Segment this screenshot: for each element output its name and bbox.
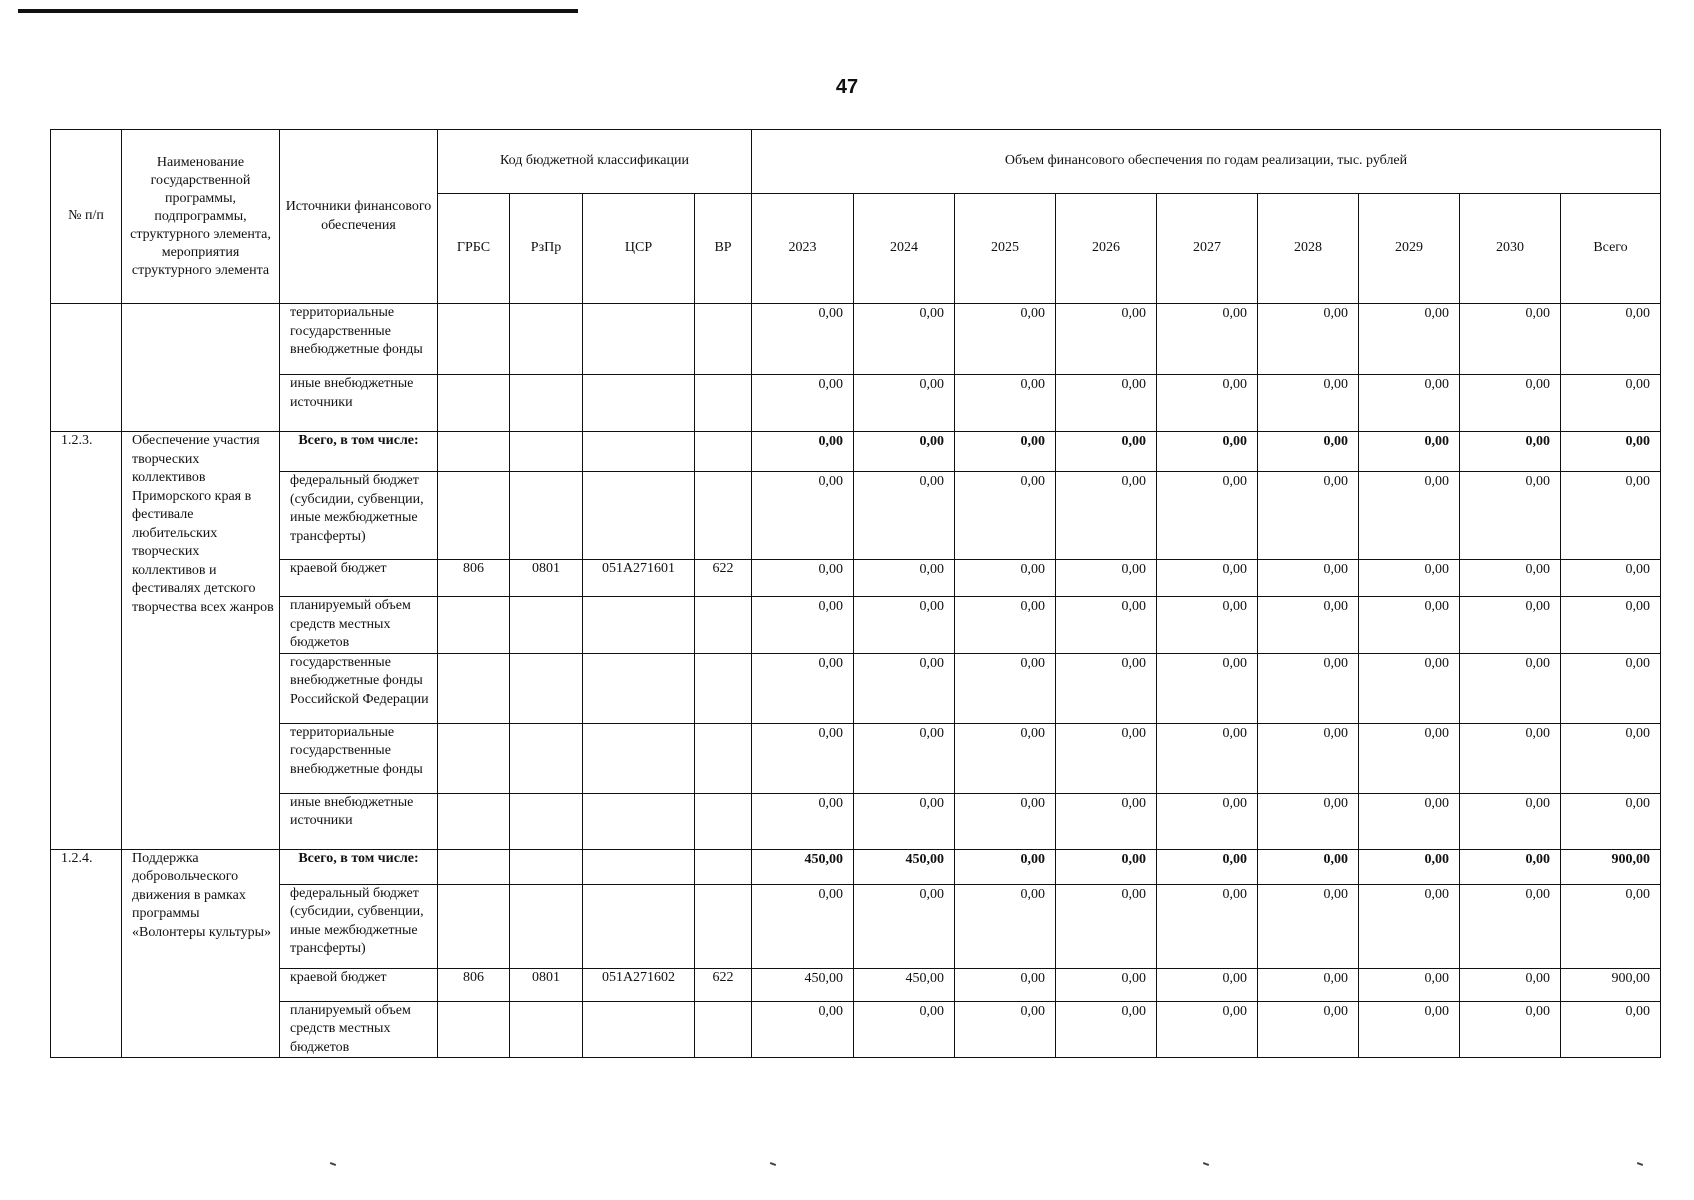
scan-mark xyxy=(330,1162,336,1166)
value-cell: 0,00 xyxy=(752,375,854,432)
value-cell: 0,00 xyxy=(1460,968,1561,1001)
code-cell-csr xyxy=(583,1001,695,1058)
table-row xyxy=(51,653,1661,723)
value-cell: 0,00 xyxy=(1359,884,1460,968)
source-cell: иные внебюджетные источники xyxy=(280,375,438,432)
source-cell: федеральный бюджет (субсидии, субвенции, иные межбюджетные трансферты) xyxy=(280,472,438,560)
table-row xyxy=(51,1001,1661,1058)
code-cell-rzpr xyxy=(510,597,583,654)
source-cell: краевой бюджет xyxy=(280,968,438,1001)
value-cell: 0,00 xyxy=(854,793,955,849)
code-cell-csr: 051А271601 xyxy=(583,560,695,597)
value-cell: 0,00 xyxy=(1460,849,1561,884)
value-cell: 0,00 xyxy=(1460,472,1561,560)
source-cell: Всего, в том числе: xyxy=(280,849,438,884)
value-cell: 0,00 xyxy=(1157,597,1258,654)
value-cell: 0,00 xyxy=(955,723,1056,793)
value-cell: 0,00 xyxy=(752,793,854,849)
value-cell: 450,00 xyxy=(752,849,854,884)
header-sources: Источники финансового обеспечения xyxy=(280,130,438,304)
code-cell-csr: 051А271602 xyxy=(583,968,695,1001)
total-cell: 0,00 xyxy=(1561,472,1661,560)
value-cell: 0,00 xyxy=(955,793,1056,849)
code-cell-grbs: 806 xyxy=(438,560,510,597)
value-cell: 0,00 xyxy=(854,1001,955,1058)
value-cell: 0,00 xyxy=(854,472,955,560)
code-cell-csr xyxy=(583,375,695,432)
value-cell: 0,00 xyxy=(955,304,1056,375)
item-name: Обеспечение участия творческих коллективов Приморского края в фестивале любительских творческих коллективов и фестивалях детского творчества всех жанров xyxy=(122,432,280,850)
value-cell: 0,00 xyxy=(1258,849,1359,884)
value-cell: 0,00 xyxy=(955,560,1056,597)
value-cell: 0,00 xyxy=(1359,653,1460,723)
code-cell-rzpr xyxy=(510,375,583,432)
code-cell-rzpr xyxy=(510,1001,583,1058)
header-code-csr: ЦСР xyxy=(583,194,695,304)
value-cell: 0,00 xyxy=(854,597,955,654)
value-cell: 0,00 xyxy=(1157,653,1258,723)
budget-table xyxy=(50,129,1661,1058)
value-cell: 0,00 xyxy=(1359,968,1460,1001)
value-cell: 0,00 xyxy=(1157,432,1258,472)
code-cell-grbs xyxy=(438,884,510,968)
value-cell: 450,00 xyxy=(752,968,854,1001)
value-cell: 0,00 xyxy=(1258,597,1359,654)
header-year: 2027 xyxy=(1157,194,1258,304)
total-cell: 0,00 xyxy=(1561,723,1661,793)
header-year: 2029 xyxy=(1359,194,1460,304)
value-cell: 0,00 xyxy=(1258,653,1359,723)
value-cell: 0,00 xyxy=(955,884,1056,968)
value-cell: 0,00 xyxy=(1460,723,1561,793)
value-cell: 0,00 xyxy=(1056,1001,1157,1058)
value-cell: 0,00 xyxy=(1157,968,1258,1001)
total-cell: 0,00 xyxy=(1561,432,1661,472)
code-cell-vr xyxy=(695,597,752,654)
value-cell: 0,00 xyxy=(752,1001,854,1058)
code-cell-grbs xyxy=(438,375,510,432)
code-cell-grbs xyxy=(438,849,510,884)
value-cell: 0,00 xyxy=(1359,793,1460,849)
value-cell: 0,00 xyxy=(1460,653,1561,723)
value-cell: 0,00 xyxy=(1460,375,1561,432)
value-cell: 0,00 xyxy=(1056,793,1157,849)
value-cell: 0,00 xyxy=(1460,560,1561,597)
code-cell-grbs xyxy=(438,597,510,654)
total-cell: 900,00 xyxy=(1561,849,1661,884)
table-row xyxy=(51,849,1661,884)
code-cell-grbs xyxy=(438,653,510,723)
item-index: 1.2.4. xyxy=(51,849,122,1058)
header-code-group: Код бюджетной классификации xyxy=(438,130,752,194)
value-cell: 0,00 xyxy=(1258,968,1359,1001)
code-cell-vr xyxy=(695,472,752,560)
code-cell-csr xyxy=(583,472,695,560)
value-cell: 0,00 xyxy=(1157,1001,1258,1058)
scan-mark xyxy=(770,1162,776,1166)
value-cell: 0,00 xyxy=(1056,968,1157,1001)
value-cell: 0,00 xyxy=(1056,597,1157,654)
code-cell-vr xyxy=(695,304,752,375)
value-cell: 0,00 xyxy=(752,723,854,793)
source-cell: краевой бюджет xyxy=(280,560,438,597)
total-cell: 0,00 xyxy=(1561,1001,1661,1058)
source-cell: планируемый объем средств местных бюджетов xyxy=(280,1001,438,1058)
header-total: Всего xyxy=(1561,194,1661,304)
value-cell: 0,00 xyxy=(1359,560,1460,597)
header-name: Наименование государственной программы, подпрограммы, структурного элемента, мероприятия структурного элемента xyxy=(122,130,280,304)
code-cell-rzpr xyxy=(510,653,583,723)
value-cell: 0,00 xyxy=(1359,432,1460,472)
value-cell: 0,00 xyxy=(1460,597,1561,654)
value-cell: 0,00 xyxy=(955,968,1056,1001)
code-cell-grbs xyxy=(438,723,510,793)
value-cell: 450,00 xyxy=(854,968,955,1001)
code-cell-vr xyxy=(695,849,752,884)
table-row xyxy=(51,793,1661,849)
value-cell: 0,00 xyxy=(1359,472,1460,560)
table-row xyxy=(51,304,1661,375)
source-cell: федеральный бюджет (субсидии, субвенции, иные межбюджетные трансферты) xyxy=(280,884,438,968)
value-cell: 0,00 xyxy=(1359,597,1460,654)
code-cell-rzpr xyxy=(510,472,583,560)
value-cell: 0,00 xyxy=(1460,432,1561,472)
source-cell: иные внебюджетные источники xyxy=(280,793,438,849)
code-cell-grbs xyxy=(438,472,510,560)
code-cell-vr xyxy=(695,793,752,849)
code-cell-grbs xyxy=(438,432,510,472)
code-cell-rzpr xyxy=(510,849,583,884)
value-cell: 0,00 xyxy=(854,653,955,723)
header-year: 2025 xyxy=(955,194,1056,304)
value-cell: 0,00 xyxy=(1258,793,1359,849)
header-code-rzpr: РзПр xyxy=(510,194,583,304)
value-cell: 0,00 xyxy=(854,560,955,597)
header-num: № п/п xyxy=(51,130,122,304)
value-cell: 0,00 xyxy=(854,884,955,968)
value-cell: 0,00 xyxy=(955,597,1056,654)
value-cell: 0,00 xyxy=(752,884,854,968)
value-cell: 0,00 xyxy=(1056,560,1157,597)
code-cell-vr: 622 xyxy=(695,560,752,597)
code-cell-grbs xyxy=(438,793,510,849)
table-row xyxy=(51,884,1661,968)
value-cell: 0,00 xyxy=(1460,884,1561,968)
table-header xyxy=(51,130,1661,304)
value-cell: 0,00 xyxy=(1157,793,1258,849)
table-row xyxy=(51,432,1661,472)
value-cell: 0,00 xyxy=(1359,723,1460,793)
code-cell-csr xyxy=(583,793,695,849)
header-year: 2024 xyxy=(854,194,955,304)
value-cell: 0,00 xyxy=(1258,472,1359,560)
code-cell-csr xyxy=(583,849,695,884)
source-cell: планируемый объем средств местных бюджетов xyxy=(280,597,438,654)
table-row xyxy=(51,723,1661,793)
total-cell: 0,00 xyxy=(1561,560,1661,597)
value-cell: 0,00 xyxy=(1056,304,1157,375)
total-cell: 0,00 xyxy=(1561,375,1661,432)
code-cell-vr xyxy=(695,723,752,793)
value-cell: 0,00 xyxy=(1258,304,1359,375)
value-cell: 0,00 xyxy=(1056,375,1157,432)
code-cell-csr xyxy=(583,884,695,968)
code-cell-vr xyxy=(695,653,752,723)
code-cell-vr xyxy=(695,1001,752,1058)
value-cell: 0,00 xyxy=(1258,432,1359,472)
code-cell-rzpr xyxy=(510,304,583,375)
value-cell: 0,00 xyxy=(752,304,854,375)
value-cell: 0,00 xyxy=(1157,472,1258,560)
value-cell: 0,00 xyxy=(1258,884,1359,968)
code-cell-csr xyxy=(583,304,695,375)
value-cell: 0,00 xyxy=(1157,375,1258,432)
value-cell: 0,00 xyxy=(752,472,854,560)
value-cell: 0,00 xyxy=(1258,723,1359,793)
total-cell: 0,00 xyxy=(1561,884,1661,968)
value-cell: 0,00 xyxy=(1157,304,1258,375)
item-name xyxy=(122,304,280,432)
total-cell: 0,00 xyxy=(1561,793,1661,849)
header-year: 2028 xyxy=(1258,194,1359,304)
value-cell: 0,00 xyxy=(854,723,955,793)
value-cell: 0,00 xyxy=(955,375,1056,432)
scan-mark xyxy=(1637,1162,1643,1166)
value-cell: 0,00 xyxy=(955,1001,1056,1058)
value-cell: 0,00 xyxy=(1056,653,1157,723)
value-cell: 0,00 xyxy=(1460,793,1561,849)
code-cell-csr xyxy=(583,432,695,472)
header-year: 2030 xyxy=(1460,194,1561,304)
code-cell-grbs xyxy=(438,1001,510,1058)
total-cell: 0,00 xyxy=(1561,304,1661,375)
table-body xyxy=(51,304,1661,1058)
header-year: 2026 xyxy=(1056,194,1157,304)
header-volume-group: Объем финансового обеспечения по годам реализации, тыс. рублей xyxy=(752,130,1661,194)
value-cell: 0,00 xyxy=(955,432,1056,472)
value-cell: 0,00 xyxy=(1157,723,1258,793)
value-cell: 0,00 xyxy=(752,432,854,472)
code-cell-vr xyxy=(695,375,752,432)
value-cell: 0,00 xyxy=(1258,560,1359,597)
header-code-grbs: ГРБС xyxy=(438,194,510,304)
code-cell-rzpr xyxy=(510,793,583,849)
value-cell: 0,00 xyxy=(955,472,1056,560)
value-cell: 0,00 xyxy=(955,653,1056,723)
value-cell: 0,00 xyxy=(752,653,854,723)
code-cell-rzpr xyxy=(510,432,583,472)
value-cell: 0,00 xyxy=(1460,304,1561,375)
value-cell: 0,00 xyxy=(1157,884,1258,968)
item-index xyxy=(51,304,122,432)
code-cell-vr: 622 xyxy=(695,968,752,1001)
value-cell: 0,00 xyxy=(1359,304,1460,375)
value-cell: 0,00 xyxy=(854,375,955,432)
total-cell: 0,00 xyxy=(1561,653,1661,723)
source-cell: Всего, в том числе: xyxy=(280,432,438,472)
item-name: Поддержка добровольческого движения в рамках программы «Волонтеры культуры» xyxy=(122,849,280,1058)
value-cell: 450,00 xyxy=(854,849,955,884)
value-cell: 0,00 xyxy=(1460,1001,1561,1058)
value-cell: 0,00 xyxy=(1359,849,1460,884)
value-cell: 0,00 xyxy=(1359,375,1460,432)
source-cell: государственные внебюджетные фонды Российской Федерации xyxy=(280,653,438,723)
value-cell: 0,00 xyxy=(1056,472,1157,560)
table-row xyxy=(51,968,1661,1001)
code-cell-csr xyxy=(583,597,695,654)
value-cell: 0,00 xyxy=(854,432,955,472)
header-year: 2023 xyxy=(752,194,854,304)
table-row xyxy=(51,560,1661,597)
code-cell-grbs xyxy=(438,304,510,375)
value-cell: 0,00 xyxy=(752,597,854,654)
code-cell-rzpr: 0801 xyxy=(510,560,583,597)
value-cell: 0,00 xyxy=(1056,849,1157,884)
source-cell: территориальные государственные внебюджетные фонды xyxy=(280,723,438,793)
code-cell-csr xyxy=(583,653,695,723)
source-cell: территориальные государственные внебюджетные фонды xyxy=(280,304,438,375)
value-cell: 0,00 xyxy=(752,560,854,597)
table-row xyxy=(51,597,1661,654)
value-cell: 0,00 xyxy=(1157,849,1258,884)
code-cell-vr xyxy=(695,884,752,968)
value-cell: 0,00 xyxy=(955,849,1056,884)
code-cell-grbs: 806 xyxy=(438,968,510,1001)
item-index: 1.2.3. xyxy=(51,432,122,850)
header-code-vr: ВР xyxy=(695,194,752,304)
code-cell-vr xyxy=(695,432,752,472)
table-row xyxy=(51,472,1661,560)
value-cell: 0,00 xyxy=(1359,1001,1460,1058)
code-cell-rzpr xyxy=(510,723,583,793)
value-cell: 0,00 xyxy=(1056,432,1157,472)
value-cell: 0,00 xyxy=(1258,1001,1359,1058)
total-cell: 0,00 xyxy=(1561,597,1661,654)
code-cell-rzpr: 0801 xyxy=(510,968,583,1001)
value-cell: 0,00 xyxy=(1157,560,1258,597)
scan-top-rule xyxy=(18,9,578,13)
value-cell: 0,00 xyxy=(1056,884,1157,968)
value-cell: 0,00 xyxy=(1056,723,1157,793)
total-cell: 900,00 xyxy=(1561,968,1661,1001)
page-number: 47 xyxy=(835,76,859,98)
value-cell: 0,00 xyxy=(1258,375,1359,432)
code-cell-rzpr xyxy=(510,884,583,968)
table-row xyxy=(51,375,1661,432)
value-cell: 0,00 xyxy=(854,304,955,375)
scan-mark xyxy=(1203,1162,1209,1166)
code-cell-csr xyxy=(583,723,695,793)
